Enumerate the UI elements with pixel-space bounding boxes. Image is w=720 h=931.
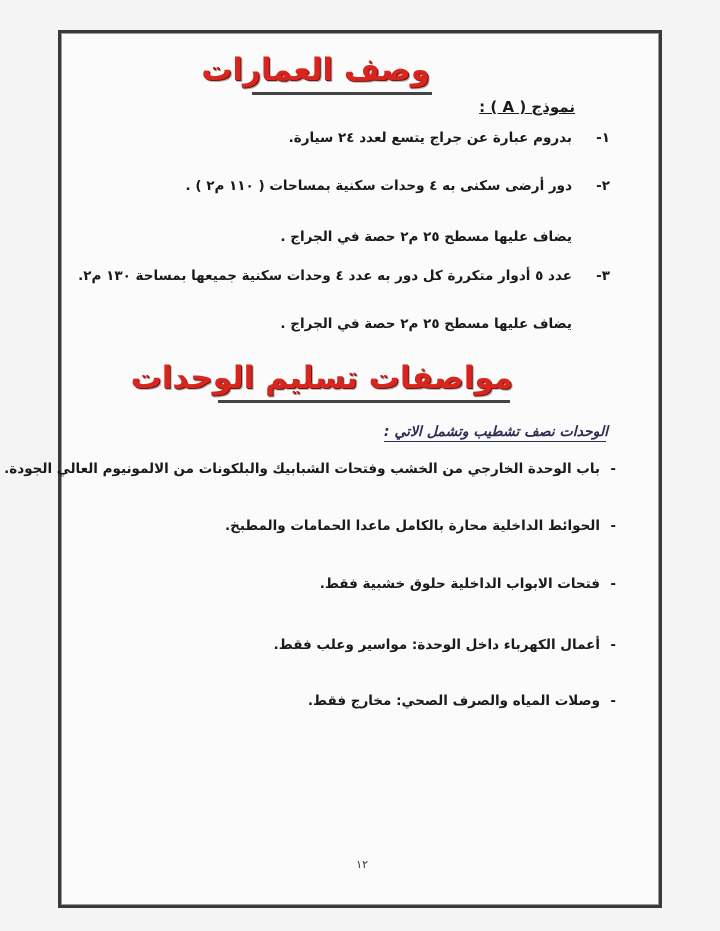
bullet-mark: - [610,637,616,653]
buildings-title: وصف العمارات [201,52,430,88]
bullet-mark: - [610,461,616,477]
item-text: دور أرضى سكنى به ٤ وحدات سكنية بمساحات ( ١١٠ م٢ ) . [185,178,572,194]
bullet-mark: - [610,518,616,534]
item-number: ٢- [596,178,610,194]
model-label: نموذج ( A ) : [479,98,575,116]
bullet-mark: - [610,693,616,709]
bullet-text: فتحات الابواب الداخلية حلوق خشبية فقط. [319,576,600,592]
title-underline [252,92,432,95]
item-text: يضاف عليها مسطح ٢٥ م٢ حصة في الجراج . [280,316,572,332]
bullet-text: الحوائط الداخلية محارة بالكامل ماعدا الحمامات والمطبخ. [224,518,600,534]
item-text: بدروم عبارة عن جراج يتسع لعدد ٢٤ سيارة. [288,130,572,146]
bullet-text: أعمال الكهرباء داخل الوحدة: مواسير وعلب فقط. [273,637,600,653]
page-number: ١٢ [356,858,368,871]
item-number: ١- [596,130,610,146]
item-text: عدد ٥ أدوار متكررة كل دور به عدد ٤ وحدات سكنية جميعها بمساحة ١٣٠ م٢. [78,268,572,284]
intro-underline [384,441,606,442]
delivery-intro: الوحدات نصف تشطيب وتشمل الاتي : [383,424,608,440]
title-underline [218,400,510,403]
bullet-text: وصلات المياه والصرف الصحي: مخارج فقط. [307,693,600,709]
bullet-text: باب الوحدة الخارجي من الخشب وفتحات الشبابيك والبلكونات من الالمونيوم العالي الجودة. [4,461,600,477]
delivery-title: مواصفات تسليم الوحدات [130,360,513,396]
item-text: يضاف عليها مسطح ٢٥ م٢ حصة في الجراج . [280,229,572,245]
item-number: ٣- [596,268,610,284]
bullet-mark: - [610,576,616,592]
